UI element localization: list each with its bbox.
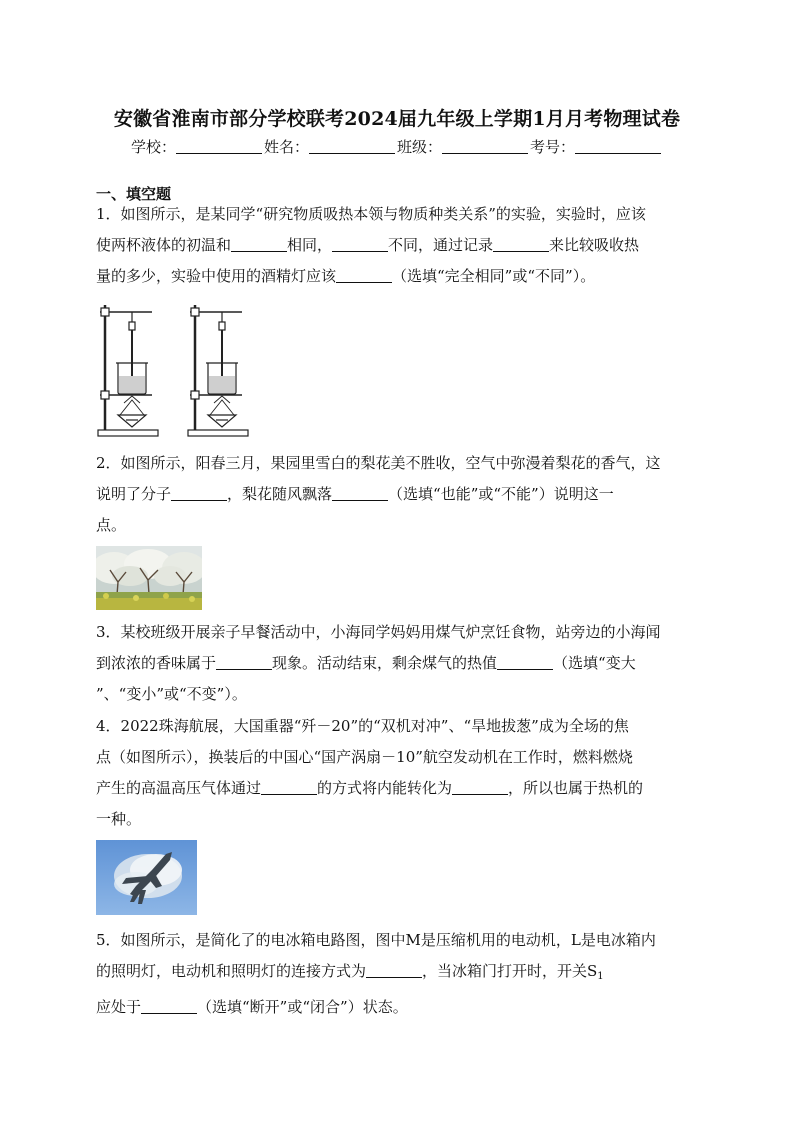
school-blank[interactable] [176,139,262,154]
exam-number-blank[interactable] [575,139,661,154]
answer-blank[interactable] [497,655,553,670]
question-3-line-1: 3．某校班级开展亲子早餐活动中，小海同学妈妈用煤气炉烹饪食物，站旁边的小海闻 [96,623,661,641]
question-4-line-3: 产生的高温高压气体通过 的方式将内能转化为 ，所以也属于热机的 [96,779,644,797]
question-3-line-2: 到浓浓的香味属于 现象。活动结束，剩余煤气的热值 （选填“变大 [96,654,636,672]
answer-blank[interactable] [171,486,227,501]
answer-blank[interactable] [332,486,388,501]
student-info-line [0,136,794,157]
question-1-line-3: 量的多少，实验中使用的酒精灯应该 （选填“完全相同”或“不同”）。 [96,267,596,285]
question-1-line-1: 1．如图所示，是某同学“研究物质吸热本领与物质种类关系”的实验，实验时，应该 [96,205,646,223]
switch-subscript: 1 [597,971,604,982]
answer-blank[interactable] [493,237,549,252]
pear-blossom-photo [96,546,202,610]
question-2 [96,448,700,541]
class-label: 班级： [397,138,443,156]
question-1 [96,199,700,292]
name-label: 姓名： [263,138,309,156]
heating-experiment-figure [96,297,260,440]
answer-blank[interactable] [332,237,388,252]
question-4-line-2: 点（如图所示），换装后的中国心“国产涡扇－10”航空发动机在工作时，燃料燃烧 [96,748,633,766]
answer-blank[interactable] [216,655,272,670]
question-5-line-1: 5．如图所示，是简化了的电冰箱电路图，图中M是压缩机用的电动机，L是电冰箱内 [96,931,656,949]
school-label: 学校： [130,138,176,156]
answer-blank[interactable] [261,780,317,795]
question-3-line-3: ”、“变小”或“不变”）。 [96,685,247,703]
question-1-line-2: 使两杯液体的初温和 相同， 不同，通过记录 来比较吸收热 [96,236,640,254]
question-2-line-3: 点。 [96,516,127,534]
answer-blank[interactable] [231,237,287,252]
exam-number-label: 考号： [530,138,576,156]
class-blank[interactable] [442,139,528,154]
question-5 [96,925,700,1023]
question-5-line-2: 的照明灯，电动机和照明灯的连接方式为 ，当冰箱门打开时，开关$S_1$ [96,962,604,982]
question-2-line-2: 说明了分子 ，梨花随风飘落 （选填“也能”或“不能”）说明这一 [96,485,614,503]
section-heading: 一、填空题 [96,185,172,203]
answer-blank[interactable] [141,999,197,1014]
answer-blank[interactable] [366,963,422,978]
orchard-image [96,546,202,610]
answer-blank[interactable] [336,268,392,283]
question-4 [96,711,700,835]
question-4-line-1: 4．2022珠海航展，大国重器“歼－20”的“双机对冲”、“旱地拔葱”成为全场的焦 [96,717,629,735]
question-3 [96,617,700,710]
question-4-line-4: 一种。 [96,810,142,828]
name-blank[interactable] [309,139,395,154]
question-5-line-3: 应处于 （选填“断开”或“闭合”）状态。 [96,998,408,1016]
answer-blank[interactable] [452,780,508,795]
jet-image [96,840,197,915]
question-2-line-1: 2．如图所示，阳春三月，果园里雪白的梨花美不胜收，空气中弥漫着梨花的香气，这 [96,454,661,472]
apparatus-illustration [96,297,260,440]
fighter-jet-photo [96,840,197,915]
page-title: 安徽省淮南市部分学校联考2024届九年级上学期1月月考物理试卷 [113,108,681,130]
